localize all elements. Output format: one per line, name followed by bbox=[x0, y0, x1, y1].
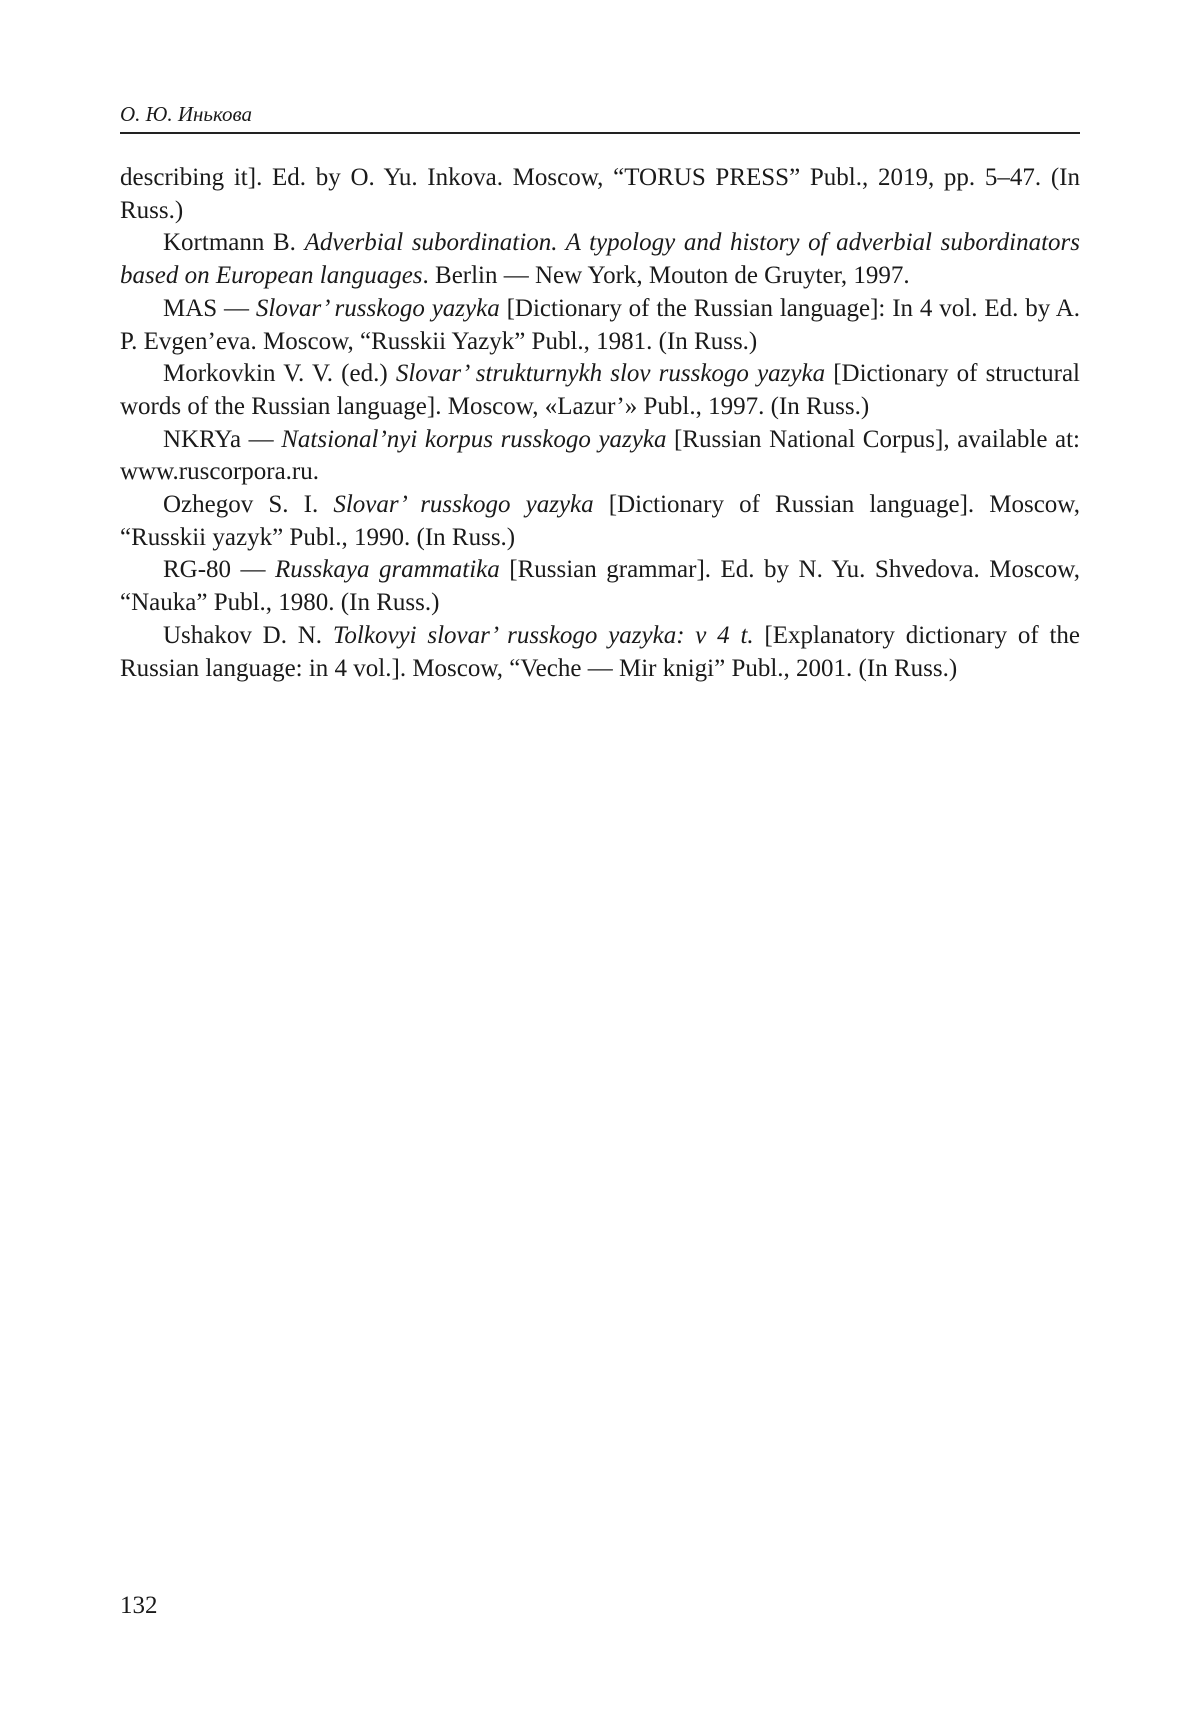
reference-list bbox=[120, 162, 1080, 685]
reference-title: Slovar’ russkogo yazyka bbox=[333, 491, 594, 519]
reference-lead: Morkovkin V. V. (ed.) bbox=[163, 360, 396, 388]
reference-entry bbox=[120, 554, 1080, 619]
running-head: О. Ю. Инькова bbox=[120, 100, 1080, 134]
reference-tail: [Dictionary of structural words of the Russian language]. Moscow, «Lazur’» Publ., 1997. (In Russ.) bbox=[120, 360, 1080, 420]
reference-entry bbox=[120, 424, 1080, 489]
reference-lead: Kortmann B. bbox=[163, 229, 305, 257]
reference-lead: Ozhegov S. I. bbox=[163, 491, 334, 519]
reference-title: Tolkovyi slovar’ russkogo yazyka: v 4 t. bbox=[332, 621, 754, 649]
reference-tail: . Berlin — New York, Mouton de Gruyter, 1997. bbox=[422, 262, 910, 290]
reference-tail: [Dictionary of Russian language]. Moscow, “Russkii yazyk” Publ., 1990. (In Russ.) bbox=[120, 491, 1080, 551]
reference-entry bbox=[120, 358, 1080, 423]
reference-title: Slovar’ strukturnykh slov russkogo yazyka bbox=[395, 360, 826, 388]
page-number: 132 bbox=[120, 1592, 158, 1619]
reference-lead: MAS — bbox=[163, 294, 256, 322]
reference-tail: [Russian National Corpus], available at: www.ruscorpora.ru. bbox=[120, 425, 1080, 486]
reference-title: Russkaya grammatika bbox=[275, 556, 500, 584]
reference-entry bbox=[120, 620, 1080, 685]
reference-tail: [Russian grammar]. Ed. by N. Yu. Shvedova. Moscow, “Nauka” Publ., 1980. (In Russ.) bbox=[120, 556, 1080, 617]
reference-tail: [Dictionary of the Russian language]: In 4 vol. Ed. by A. P. Evgen’eva. Moscow, “Russkii Yazyk” Publ., 1981. (In Russ.) bbox=[120, 294, 1081, 355]
reference-entry bbox=[120, 227, 1080, 292]
reference-lead: describing it]. Ed. by O. Yu. Inkova. Moscow, “TORUS PRESS” Publ., 2019, pp. 5–47. (In Russ.) bbox=[120, 164, 1080, 224]
reference-title: Slovar’ russkogo yazyka bbox=[255, 294, 500, 322]
reference-lead: NKRYa — bbox=[163, 425, 282, 453]
reference-title: Adverbial subordination. A typology and history of adverbial subordinators based on European languages bbox=[120, 229, 1080, 290]
reference-tail: [Explanatory dictionary of the Russian language: in 4 vol.]. Moscow, “Veche — Mir knigi” Publ., 2001. (In Russ.) bbox=[120, 621, 1080, 682]
reference-entry bbox=[120, 162, 1080, 227]
reference-entry bbox=[120, 489, 1080, 554]
reference-title: Natsional’nyi korpus russkogo yazyka bbox=[281, 425, 667, 453]
reference-lead: Ushakov D. N. bbox=[163, 621, 333, 649]
reference-entry bbox=[120, 293, 1080, 358]
reference-lead: RG-80 — bbox=[163, 556, 276, 584]
